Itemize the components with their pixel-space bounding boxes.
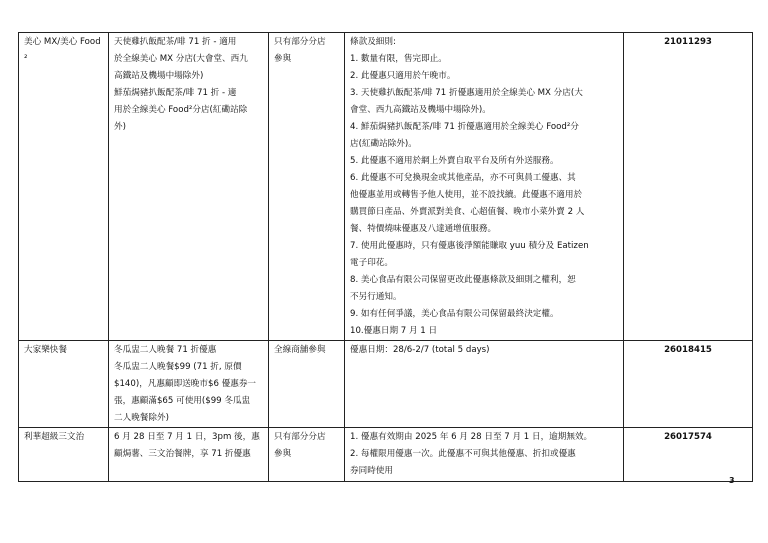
merchant-name: 利華超級三文治 <box>24 432 85 442</box>
text-line: 張，惠顧滿$65 可使用($99 冬瓜盅 <box>114 396 251 406</box>
text-line: 外) <box>114 122 126 132</box>
text-line: 冬瓜盅二人晚餐 71 折優惠 <box>114 345 217 355</box>
text-line: 1. 數量有限，售完即止。 <box>350 54 447 64</box>
text-line: 餐、特價燒味優惠及八達通增值服務。 <box>350 224 497 234</box>
text-line: 店(紅磡站除外)。 <box>350 139 417 149</box>
text-line: 參與 <box>274 54 292 64</box>
text-line: 券同時使用 <box>350 466 393 476</box>
text-line: 8. 美心食品有限公司保留更改此優惠條款及細則之權利，恕 <box>350 275 576 285</box>
text-line: 10.優惠日期 7 月 1 日 <box>350 326 438 336</box>
offer-cell <box>109 341 269 428</box>
text-line: 鮮茄焗豬扒飯配茶/啡 71 折 - 適 <box>114 88 237 98</box>
text-line: 3. 天使雞扒飯配茶/啡 71 折優惠適用於全線美心 MX 分店(大 <box>350 88 583 98</box>
page-number: 3 <box>729 476 735 485</box>
code-cell <box>624 341 753 428</box>
text-line: 9. 如有任何爭議，美心食品有限公司保留最終決定權。 <box>350 309 559 319</box>
merchant-cell <box>19 33 109 341</box>
text-line: 7. 使用此優惠時，只有優惠後淨額能賺取 yuu 積分及 Eatizen <box>350 241 589 251</box>
merchant-cell <box>19 428 109 482</box>
text-line: 他優惠並用或轉售予他人使用，並不設找續。此優惠不適用於 <box>350 190 583 200</box>
text-line: 電子印花。 <box>350 258 393 268</box>
text-line: 顧焗薯、三文治餐牌，享 71 折優惠 <box>114 449 251 459</box>
table-row <box>19 341 753 428</box>
offer-cell <box>109 428 269 482</box>
text-line: 不另行通知。 <box>350 292 402 302</box>
terms-cell <box>345 428 624 482</box>
text-line: 用於全線美心 Food²分店(紅磡站除 <box>114 105 248 115</box>
text-line: 二人晚餐除外) <box>114 413 169 423</box>
merchant-cell <box>19 341 109 428</box>
text-line: 2. 每權限用優惠一次。此優惠不可與其他優惠、折扣或優惠 <box>350 449 576 459</box>
text-line: 只有部分分店 <box>274 37 326 47</box>
text-line: 優惠日期：28/6-2/7 (total 5 days) <box>350 345 490 355</box>
terms-cell <box>345 33 624 341</box>
text-line: 4. 鮮茄焗豬扒飯配茶/啡 71 折優惠適用於全線美心 Food²分 <box>350 122 579 132</box>
text-line: 5. 此優惠不適用於網上外賣自取平台及所有外送服務。 <box>350 156 559 166</box>
scope-cell <box>269 428 345 482</box>
text-line: 會堂、西九高鐵站及機場中場除外)。 <box>350 105 491 115</box>
text-line: 2. 此優惠只適用於午晚市。 <box>350 71 456 81</box>
text-line: 天使雞扒飯配茶/啡 71 折 - 適用 <box>114 37 237 47</box>
table-row <box>19 428 753 482</box>
merchant-name: 美心 MX/美心 Food² <box>24 37 101 64</box>
table-row <box>19 33 753 341</box>
text-line: 高鐵站及機場中場除外) <box>114 71 204 81</box>
text-line: 全線商舖參與 <box>274 345 326 355</box>
text-line: 於全線美心 MX 分店(大會堂、西九 <box>114 54 248 64</box>
offer-code: 26017574 <box>664 432 712 442</box>
scope-cell <box>269 341 345 428</box>
offer-code: 26018415 <box>664 345 712 355</box>
merchant-name: 大家樂快餐 <box>24 345 67 355</box>
offers-table-body <box>19 33 753 482</box>
text-line: 冬瓜盅二人晚餐$99 (71 折, 原價 <box>114 362 242 372</box>
text-line: 只有部分分店 <box>274 432 326 442</box>
offer-cell <box>109 33 269 341</box>
text-line: $140)，凡惠顧即送晚市$6 優惠券一 <box>114 379 257 389</box>
scope-cell <box>269 33 345 341</box>
offer-code: 21011293 <box>664 37 712 47</box>
code-cell <box>624 33 753 341</box>
text-line: 6. 此優惠不可兌換現金或其他產品，亦不可與員工優惠、其 <box>350 173 576 183</box>
terms-cell <box>345 341 624 428</box>
text-line: 條款及細則: <box>350 37 396 47</box>
offers-table <box>18 32 753 482</box>
text-line: 1. 優惠有效期由 2025 年 6 月 28 日至 7 月 1 日，逾期無效。 <box>350 432 593 442</box>
text-line: 參與 <box>274 449 292 459</box>
text-line: 購買節日產品、外賣派對美食、心超值餐、晚市小菜外賣 2 人 <box>350 207 585 217</box>
text-line: 6 月 28 日至 7 月 1 日，3pm 後，惠 <box>114 432 260 442</box>
code-cell <box>624 428 753 482</box>
